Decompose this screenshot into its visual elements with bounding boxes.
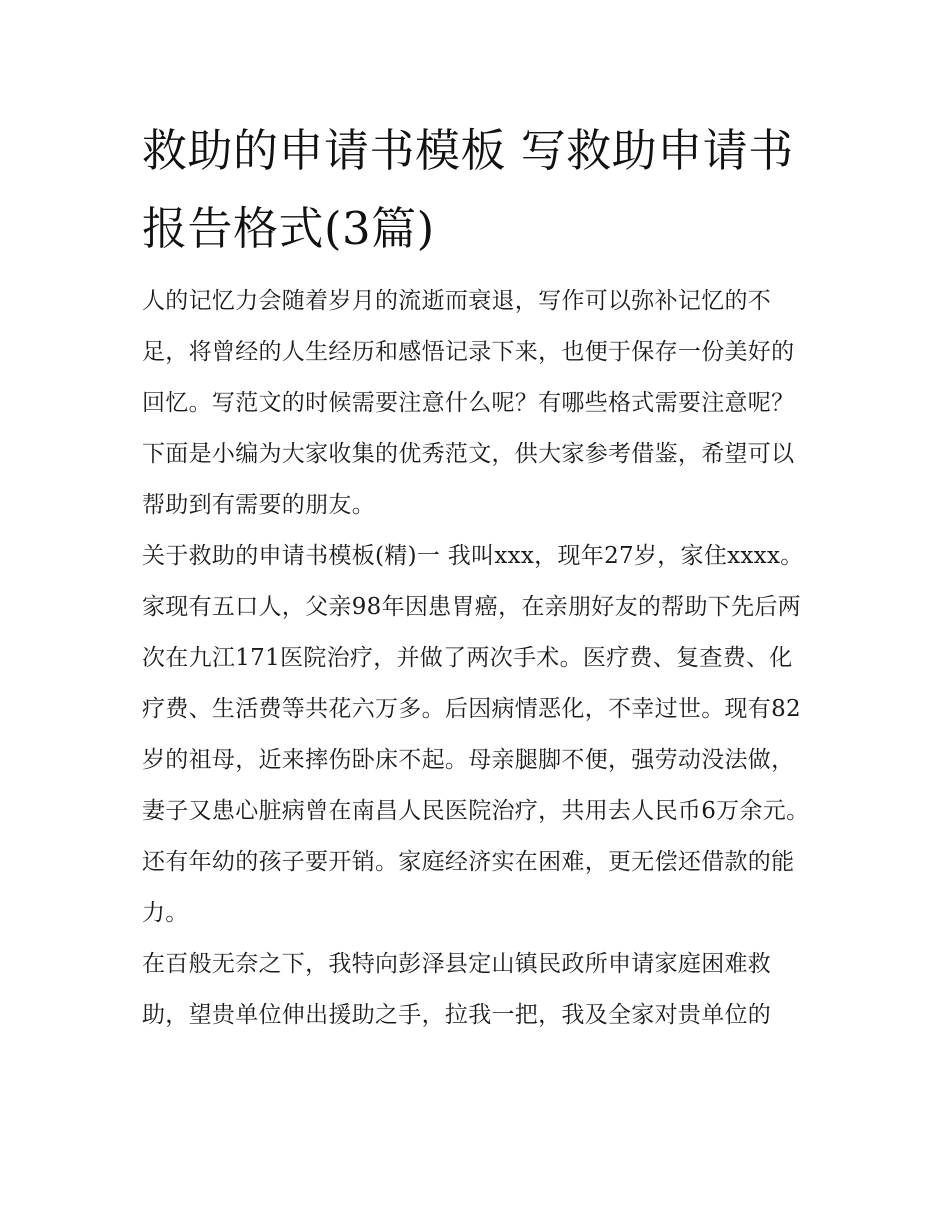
intro-paragraph: 人的记忆力会随着岁月的流逝而衰退，写作可以弥补记忆的不足，将曾经的人生经历和感悟记录下来，也便于保存一份美好的回忆。写范文的时候需要注意什么呢？有哪些格式需要注意呢？下面是小编为大家收集的优秀范文，供大家参考借鉴，希望可以帮助到有需要的朋友。 (142, 288, 795, 518)
document-title: 救助的申请书模板 写救助申请书报告格式(3篇) (142, 124, 794, 255)
request-paragraph: 在百般无奈之下，我特向彭泽县定山镇民政所申请家庭困难救助，望贵单位伸出援助之手，拉我一把，我及全家对贵单位的 (142, 951, 772, 1028)
document-body (142, 112, 814, 1041)
applicant-info-paragraph: 关于救助的申请书模板(精)一 我叫xxx，现年27岁，家住xxxx。 (142, 543, 804, 569)
family-situation-paragraph: 家现有五口人，父亲98年因患胃癌，在亲朋好友的帮助下先后两次在九江171医院治疗，并做了两次手术。医疗费、复查费、化疗费、生活费等共花六万多。后因病情恶化，不幸过世。现有82岁的祖母，近来摔伤卧床不起。母亲腿脚不便，强劳动没法做，妻子又患心脏病曾在南昌人民医院治疗，共用去人民币6万余元。还有年幼的孩子要开销。家庭经济实在困难，更无偿还借款的能力。 (142, 594, 810, 926)
